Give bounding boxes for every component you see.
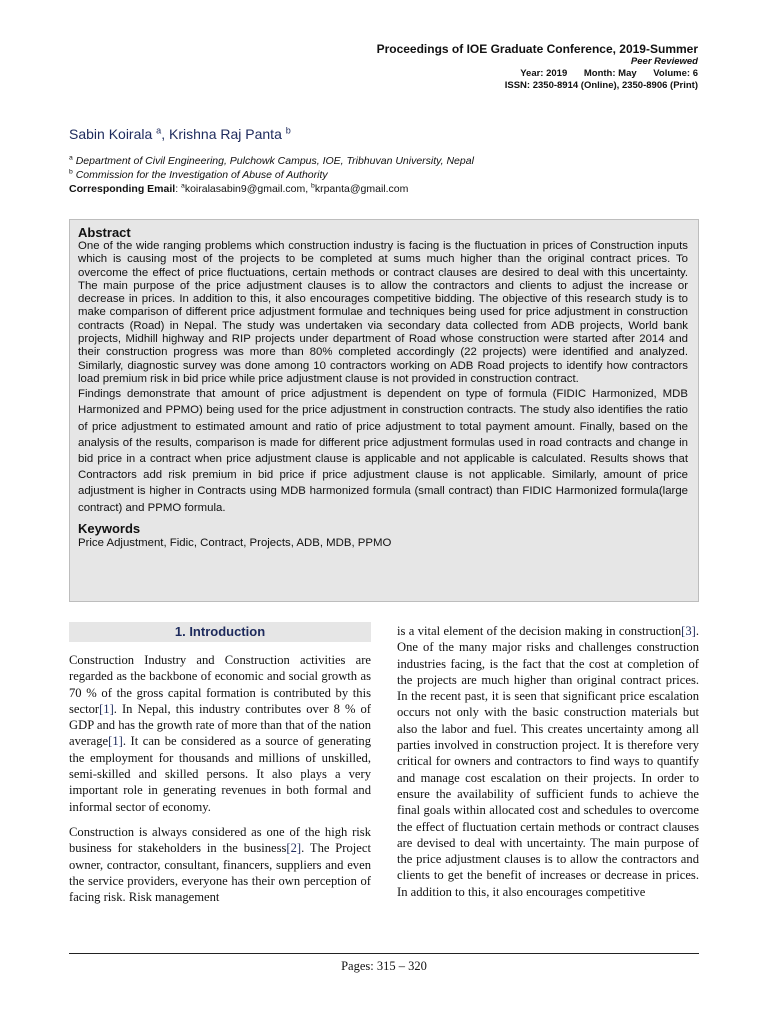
abstract-paragraph: One of the wide ranging problems which construction industry is facing is the fluctuation in prices of Construction inputs which is causing most of the projects to be completed at sums much higher than the original contract prices. To overcome the effect of price fluctuations, certain methods or contract clauses are desired to deal with this uncertainty. The main purpose of the price adjustment clauses is to allow the contractors and clients to adjust the increase or decrease in prices. In addition to this, it also encourages competitive bidding. The objective of this research study is to make comparison of different price adjustment formulae and techniques being used for price adjustment in construction contracts (Road) in Nepal. The study was undertaken via secondary data collected from ADB projects, World bank projects, Midhill highway and RIP projects under department of Road whose construction were started after 2014 and their construction progress was more than 80% completed accordingly (22 projects) were identified and analyzed. Similarly, diagnostic survey was done among 10 contractors working on ADB Road projects to identify how contractors load premium risk in bid price while price adjustment clause is not provided in construction contract. (78, 240, 688, 385)
text-run: Construction is always considered as one of the high risk business for stakeholders in the business (69, 824, 371, 856)
author-affil-mark: b (285, 125, 291, 136)
affil-mark: b (69, 168, 73, 176)
author-name: Krishna Raj Panta (169, 126, 282, 142)
abstract-paragraph: Findings demonstrate that amount of price adjustment is dependent on type of formula (FIDIC Harmonized, MDB Harmonized and PPMO) being used for the price adjustment in construction contracts. The study also identifies the ratio of price adjustment to estimated amount and ratio of price adjustment to total payment amount. Finally, based on the analysis of the results, comparison is made for different price adjustment formulas used in road contracts and change in bid price in a contract when price adjustment clause is applicable and not applicable is calculated. Results shows that Contractors add risk premium in bid price if price adjustment clause is not applicable. Similarly, amount of price adjustment is higher in Contracts using MDB harmonized formula (small contract) than FIDIC Harmonized formula(large contract) and PPMO formula. (78, 388, 688, 514)
text-run: is a vital element of the decision making in construction (397, 624, 682, 638)
affil-mark: a (69, 154, 73, 162)
text-run: . In Nepal, this industry contributes over 8 % of GDP and has the growth rate of more than that of the nation average (69, 701, 371, 749)
affiliation-a (69, 154, 474, 168)
left-column (69, 622, 371, 914)
text-run: . The Project owner, contractor, consultant, financers, suppliers and even the service providers, everyone has their own perception of facing risk. Risk management (69, 841, 371, 905)
body-paragraph (69, 824, 371, 905)
text-run: . It can be considered as a source of generating the employment for thousands and millions of unskilled, semi-skilled and skilled persons. It also plays a very important role in generating revenues in both formal and informal sector of economy. (69, 734, 371, 814)
conference-title: Proceedings of IOE Graduate Conference, 2019-Summer (376, 42, 698, 56)
abstract-box (69, 219, 699, 602)
peer-reviewed-label: Peer Reviewed (630, 56, 698, 67)
keywords-heading: Keywords (78, 520, 141, 536)
body-paragraph (397, 623, 699, 900)
email-link[interactable]: krpanta@gmail.com (314, 183, 409, 195)
section-heading: 1. Introduction (69, 622, 371, 642)
affil-text: Commission for the Investigation of Abuse of Authority (75, 169, 328, 181)
affil-text: Department of Civil Engineering, Pulchowk Campus, IOE, Tribhuvan University, Nepal (75, 155, 474, 167)
text-run: Construction Industry and Construction activities are regarded as the backbone of economic and social growth as 70 % of the gross capital formation is contributed by this sector (69, 653, 371, 716)
page-range: Pages: 315 – 320 (341, 959, 427, 973)
affiliations (69, 154, 474, 196)
volume-label: Volume: 6 (653, 68, 698, 79)
month-label: Month: May (583, 68, 637, 79)
email-mark: a (181, 182, 185, 190)
citation-link[interactable]: [2] (286, 841, 302, 856)
author-affil-mark: a (156, 125, 162, 136)
keywords-list: Price Adjustment, Fidic, Contract, Projects, ADB, MDB, PPMO (78, 536, 392, 549)
citation-link[interactable]: [3] (681, 624, 696, 638)
email-link[interactable]: koiralasabin9@gmail.com, (184, 183, 312, 195)
author-list (69, 126, 291, 142)
issn-label: ISSN: 2350-8914 (Online), 2350-8906 (Print) (504, 80, 698, 91)
citation-link[interactable]: [1] (108, 734, 123, 749)
page-header (377, 42, 698, 92)
footer-divider (69, 953, 699, 954)
body-paragraph (69, 652, 371, 815)
text-run: . One of the many major risks and challenges construction industries facing, is the fact that the cost at completion of the projects are much higher than original contract prices. In the recent past, it is seen that significant price escalation occurs not only with the basic construction materials but also the labor and fuel. This creates uncertainty among all parties involved in construction project. It is therefore very critical for owners and contractors to find ways to quantify and manage cost escalation on their projects. In order to ensure the availability of sufficient funds to achieve the final goals within allocated cost and schedules to overcome the effect of fluctuation certain methods or contract clauses are devised to deal with uncertainty. The main purpose of the price adjustment clauses is to allow the contractors and clients to get the benefit of increases or decrease in prices. In addition to this, it also encourages competitive (397, 624, 699, 899)
year-label: Year: 2019 (520, 68, 568, 79)
corr-label: Corresponding Email (69, 183, 176, 195)
author-separator: , (161, 126, 170, 142)
corr-colon: : (175, 183, 182, 195)
right-column (397, 623, 699, 909)
citation-link[interactable]: [1] (99, 701, 114, 716)
publication-meta (377, 68, 698, 80)
author-name: Sabin Koirala (69, 126, 153, 142)
email-mark: b (311, 182, 315, 190)
abstract-heading: Abstract (78, 225, 131, 240)
affiliation-b (69, 168, 474, 182)
corresponding-email (69, 182, 474, 196)
